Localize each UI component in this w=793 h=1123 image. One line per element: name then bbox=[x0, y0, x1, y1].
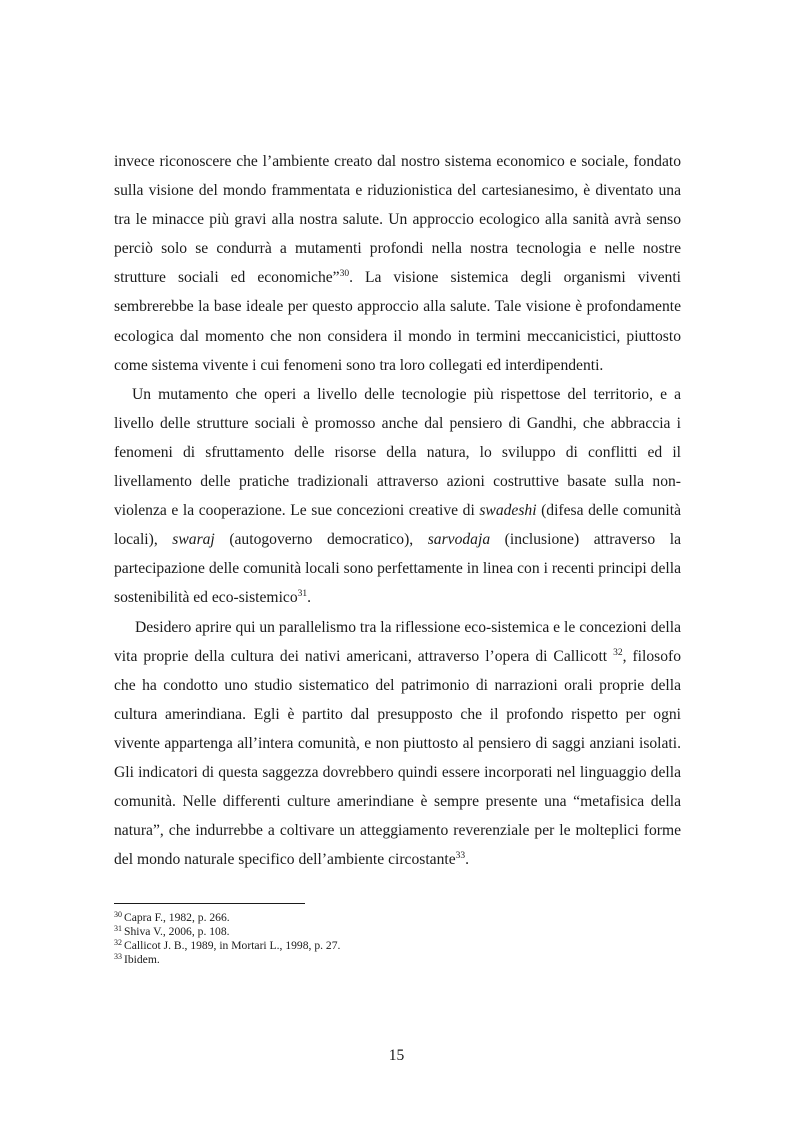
footnote-number: 32 bbox=[114, 938, 122, 947]
paragraph-2-text-4: (inclusione) attraverso la partecipazione delle comunità locali sono perfettamente in linea con i recenti principi della sostenibilità ed eco-sistemico bbox=[114, 531, 681, 607]
footnote-text: Capra F., 1982, p. 266. bbox=[124, 911, 230, 924]
footnote-ref-30: 30 bbox=[339, 269, 350, 280]
footnote-30 bbox=[114, 911, 681, 925]
footnote-text: Callicot J. B., 1989, in Mortari L., 1998, p. 27. bbox=[124, 939, 341, 952]
page-number: 15 bbox=[388, 1047, 405, 1064]
paragraph-1 bbox=[114, 147, 681, 380]
footnote-ref-32: 32 bbox=[613, 647, 623, 658]
paragraph-2 bbox=[114, 380, 681, 613]
footnote-number: 30 bbox=[114, 910, 122, 919]
footnote-ref-33: 33 bbox=[455, 851, 466, 862]
paragraph-3 bbox=[114, 613, 681, 875]
paragraph-1-text-continued: . La visione sistemica degli organismi viventi sembrerebbe la base ideale per questo approccio alla salute. Tale visione è profondamente ecologica dal momento che non considera il mondo in termini meccanicistici, piuttosto come sistema vivente i cui fenomeni sono tra loro collegati ed interdipendenti. bbox=[114, 269, 682, 374]
term-swadeshi: swadeshi bbox=[479, 502, 537, 520]
paragraph-1-text: invece riconoscere che l’ambiente creato dal nostro sistema economico e sociale, fondato sulla visione del mondo frammentata e riduzionistica del cartesianesimo, è diventato una tra le minacce più gravi alla nostra salute. Un approccio ecologico alla sanità avrà senso perciò solo se condurrà a mutamenti profondi nella nostra tecnologia e nelle nostre strutture sociali ed economiche” bbox=[114, 153, 681, 287]
footnote-number: 31 bbox=[114, 924, 122, 933]
paragraph-3-text-2: , filosofo che ha condotto uno studio sistematico del patrimonio di narrazioni orali proprie della cultura amerindiana. Egli è partito dal presupposto che il profondo rispetto per ogni vivente appartenga all’intera comunità, e non piuttosto al pensiero di saggi anziani isolati. Gli indicatori di questa saggezza dovrebbero quindi essere incorporati nel linguaggio della comunità. Nelle differenti culture amerindiane è sempre presente una “metafisica della natura”, che indurrebbe a coltivare un atteggiamento reverenziale per le molteplici forme del mondo naturale specifico dell’ambiente circostante bbox=[114, 647, 681, 869]
footnote-32 bbox=[114, 939, 681, 953]
term-swaraj: swaraj bbox=[172, 531, 215, 549]
paragraph-2-text-5: . bbox=[307, 589, 312, 607]
paragraph-2-text: Un mutamento che operi a livello delle tecnologie più rispettose del territorio, e a livello delle strutture sociali è promosso anche dal pensiero di Gandhi, che abbraccia i fenomeni di sfruttamento delle risorse della natura, lo sviluppo di conflitti ed il livellamento delle pratiche tradizionali attraverso azioni costruttive basate sulla non-violenza e la cooperazione. Le sue concezioni creative di bbox=[114, 385, 681, 520]
footnote-33 bbox=[114, 953, 681, 967]
paragraph-3-text: Desidero aprire qui un parallelismo tra la riflessione eco-sistemica e le concezioni della vita proprie della cultura dei nativi americani, attraverso l’opera di Callicott bbox=[114, 618, 681, 665]
footnote-separator bbox=[114, 903, 305, 904]
footnote-number: 33 bbox=[114, 952, 122, 961]
paragraph-2-text-3: (autogoverno democratico), bbox=[214, 531, 428, 549]
term-sarvodaja: sarvodaja bbox=[427, 531, 491, 549]
footnotes bbox=[114, 911, 681, 967]
footnote-text: Shiva V., 2006, p. 108. bbox=[124, 925, 230, 938]
footnote-31 bbox=[114, 925, 681, 939]
paragraph-2-text-2: (difesa delle comunità locali), bbox=[114, 502, 682, 549]
footnote-ref-31: 31 bbox=[297, 589, 308, 600]
paragraph-3-text-3: . bbox=[465, 851, 470, 869]
main-text bbox=[114, 147, 681, 874]
footnote-text: Ibidem. bbox=[124, 953, 160, 966]
